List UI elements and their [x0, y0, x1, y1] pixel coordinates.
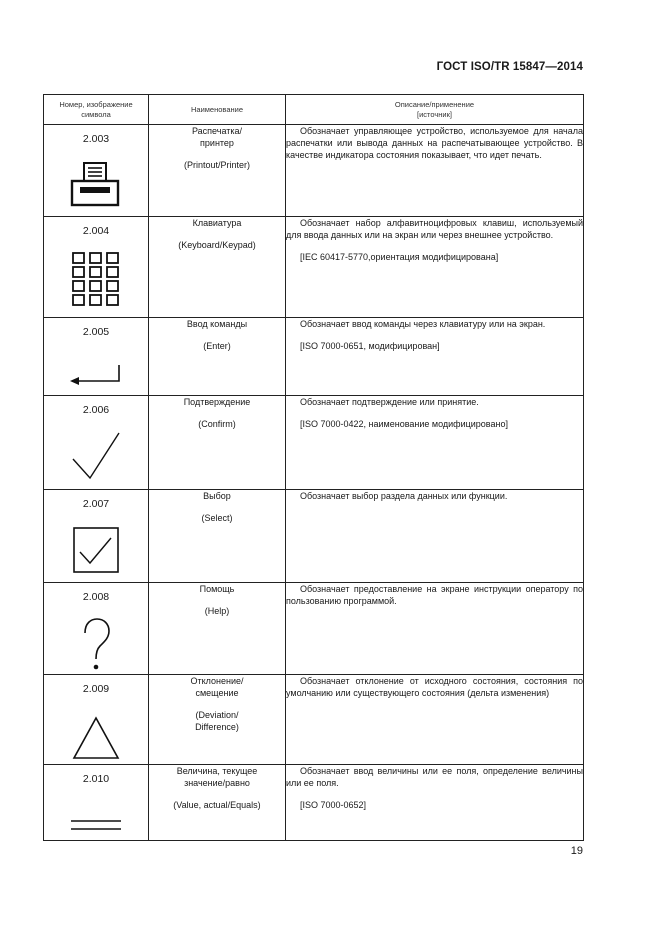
description-cell — [286, 125, 584, 217]
question-mark-icon — [44, 617, 148, 673]
symbol-name-ru: Отклонение/ смещение — [190, 676, 244, 698]
table-row — [44, 125, 584, 217]
symbol-name-ru: Помощь — [199, 584, 235, 594]
table-row — [44, 490, 584, 583]
checkbox-icon — [44, 525, 148, 575]
table-row — [44, 675, 584, 765]
name-cell — [149, 583, 286, 675]
symbol-number: 2.004 — [82, 225, 110, 237]
symbol-cell — [44, 765, 149, 841]
symbol-name-en: (Value, actual/Equals) — [173, 800, 261, 810]
symbol-name-ru: Клавиатура — [192, 218, 242, 228]
name-cell — [149, 765, 286, 841]
table-row — [44, 583, 584, 675]
document-title: ГОСТ ISO/TR 15847—2014 — [436, 61, 583, 73]
table-row — [44, 217, 584, 318]
equals-icon — [44, 818, 148, 832]
symbol-source: [IEC 60417-5770,ориентация модифицирована] — [300, 252, 499, 262]
symbol-name-en: (Enter) — [203, 341, 231, 351]
symbols-table — [43, 94, 584, 841]
symbol-cell — [44, 396, 149, 490]
keypad-icon — [44, 251, 148, 309]
description-cell — [286, 675, 584, 765]
symbol-number: 2.005 — [82, 326, 110, 338]
symbol-source: [ISO 7000-0651, модифицирован] — [300, 341, 440, 351]
symbol-name-ru: Выбор — [203, 491, 231, 501]
symbol-cell — [44, 125, 149, 217]
symbol-description: Обозначает выбор раздела данных или функции. — [300, 491, 508, 501]
checkmark-icon — [44, 429, 148, 481]
symbol-name-en: (Select) — [201, 513, 233, 523]
symbol-name-en: (Printout/Printer) — [183, 160, 251, 170]
symbol-source: [ISO 7000-0422, наименование модифицировано] — [300, 419, 508, 429]
printer-icon — [44, 161, 148, 211]
header-description: Описание/применение [источник] — [286, 95, 584, 125]
symbol-cell — [44, 217, 149, 318]
symbol-name-en: (Confirm) — [198, 419, 236, 429]
symbol-number: 2.009 — [82, 683, 110, 695]
name-cell — [149, 125, 286, 217]
symbol-number: 2.010 — [82, 773, 110, 785]
name-cell — [149, 318, 286, 396]
table-row — [44, 396, 584, 490]
symbol-description: Обозначает ввод величины или ее поля, определение величины или ее поля. — [286, 766, 583, 788]
header-number: Номер, изображение символа — [44, 95, 149, 125]
symbol-cell — [44, 583, 149, 675]
symbol-name-ru: Ввод команды — [186, 319, 248, 329]
description-cell — [286, 490, 584, 583]
triangle-icon — [44, 715, 148, 761]
symbol-description: Обозначает набор алфавитноцифровых клавиш, используемый для ввода данных или на экран или через внешнее устройство. — [286, 218, 583, 240]
symbol-name-ru: Подтверждение — [183, 397, 251, 407]
symbol-number: 2.007 — [82, 498, 110, 510]
symbol-description: Обозначает ввод команды через клавиатуру или на экран. — [300, 319, 546, 329]
name-cell — [149, 396, 286, 490]
symbol-name-en: (Deviation/ Difference) — [195, 710, 239, 732]
symbol-number: 2.006 — [82, 404, 110, 416]
symbol-description: Обозначает отклонение от исходного состояния, состояния по умолчанию или существующего состояния (дельта изменения) — [286, 676, 583, 698]
name-cell — [149, 217, 286, 318]
symbol-name-ru: Распечатка/ принтер — [191, 126, 243, 148]
symbol-name-en: (Help) — [204, 606, 230, 616]
symbol-number: 2.008 — [82, 591, 110, 603]
symbol-description: Обозначает управляющее устройство, используемое для начала распечатки или вывода данных на распечатывающее устройство. В качестве индикатора состояния показывает, что идет печать. — [286, 126, 583, 160]
description-cell — [286, 318, 584, 396]
symbol-description: Обозначает предоставление на экране инструкции оператору по пользованию программой. — [286, 584, 583, 606]
symbol-cell — [44, 490, 149, 583]
symbol-number: 2.003 — [82, 133, 110, 145]
description-cell — [286, 396, 584, 490]
symbol-description: Обозначает подтверждение или принятие. — [300, 397, 479, 407]
page-number: 19 — [570, 845, 583, 857]
description-cell — [286, 765, 584, 841]
name-cell — [149, 490, 286, 583]
description-cell — [286, 583, 584, 675]
table-row — [44, 318, 584, 396]
table-header-row — [44, 95, 584, 125]
header-name: Наименование — [149, 95, 286, 125]
symbol-cell — [44, 318, 149, 396]
symbol-source: [ISO 7000-0652] — [300, 800, 367, 810]
symbol-name-ru: Величина, текущее значение/равно — [176, 766, 258, 788]
table-row — [44, 765, 584, 841]
name-cell — [149, 675, 286, 765]
enter-arrow-icon — [44, 363, 148, 387]
description-cell — [286, 217, 584, 318]
symbol-cell — [44, 675, 149, 765]
symbol-name-en: (Keyboard/Keypad) — [178, 240, 256, 250]
